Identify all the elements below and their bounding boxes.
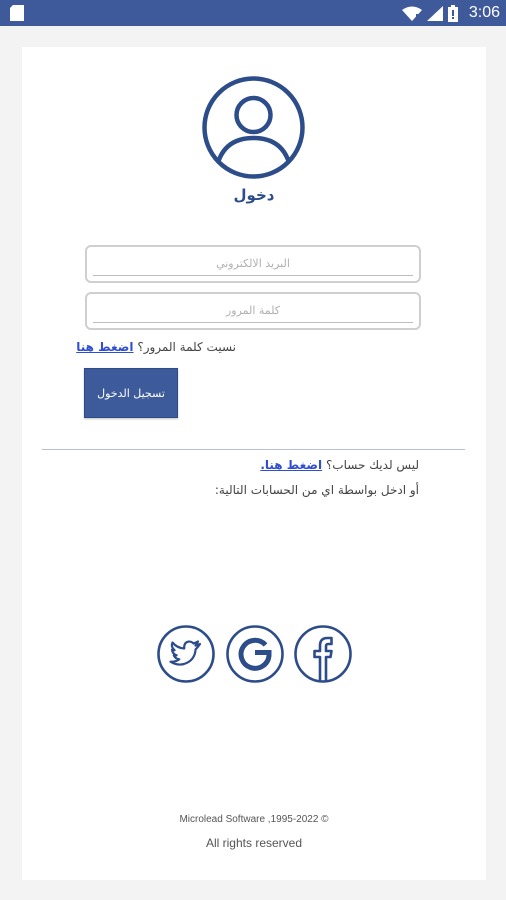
user-avatar-icon [200, 74, 307, 181]
battery-icon [448, 5, 458, 22]
twitter-icon[interactable] [156, 624, 216, 684]
status-icons [402, 3, 500, 23]
divider [42, 449, 465, 450]
login-title: دخول [233, 186, 275, 204]
status-time: 3:06 [468, 4, 500, 21]
signal-icon [427, 6, 443, 21]
email-field-underline [93, 275, 413, 276]
forgot-password-link[interactable]: اضغط هنا [76, 340, 134, 354]
facebook-icon[interactable] [293, 624, 353, 684]
copyright-text: Microlead Software ,1995-2022 © [179, 814, 329, 825]
signup-text: ليس لديك حساب؟ [325, 458, 419, 472]
rights-text: All rights reserved [205, 836, 303, 850]
sim-card-icon [10, 5, 24, 21]
wifi-icon [402, 6, 422, 21]
password-field[interactable] [85, 292, 421, 330]
login-card [22, 47, 486, 880]
alternate-login-text: أو ادخل بواسطة اي من الحسابات التالية: [214, 483, 419, 497]
login-button[interactable]: تسجيل الدخول [84, 368, 178, 418]
status-bar [0, 0, 506, 26]
signup-link[interactable]: اضغط هنا. [260, 458, 323, 472]
forgot-password-row [76, 340, 236, 354]
signup-row [260, 458, 419, 472]
email-field[interactable] [85, 245, 421, 283]
password-field-underline [93, 322, 413, 323]
google-icon[interactable] [225, 624, 285, 684]
forgot-password-text: نسيت كلمة المرور؟ [137, 340, 236, 354]
